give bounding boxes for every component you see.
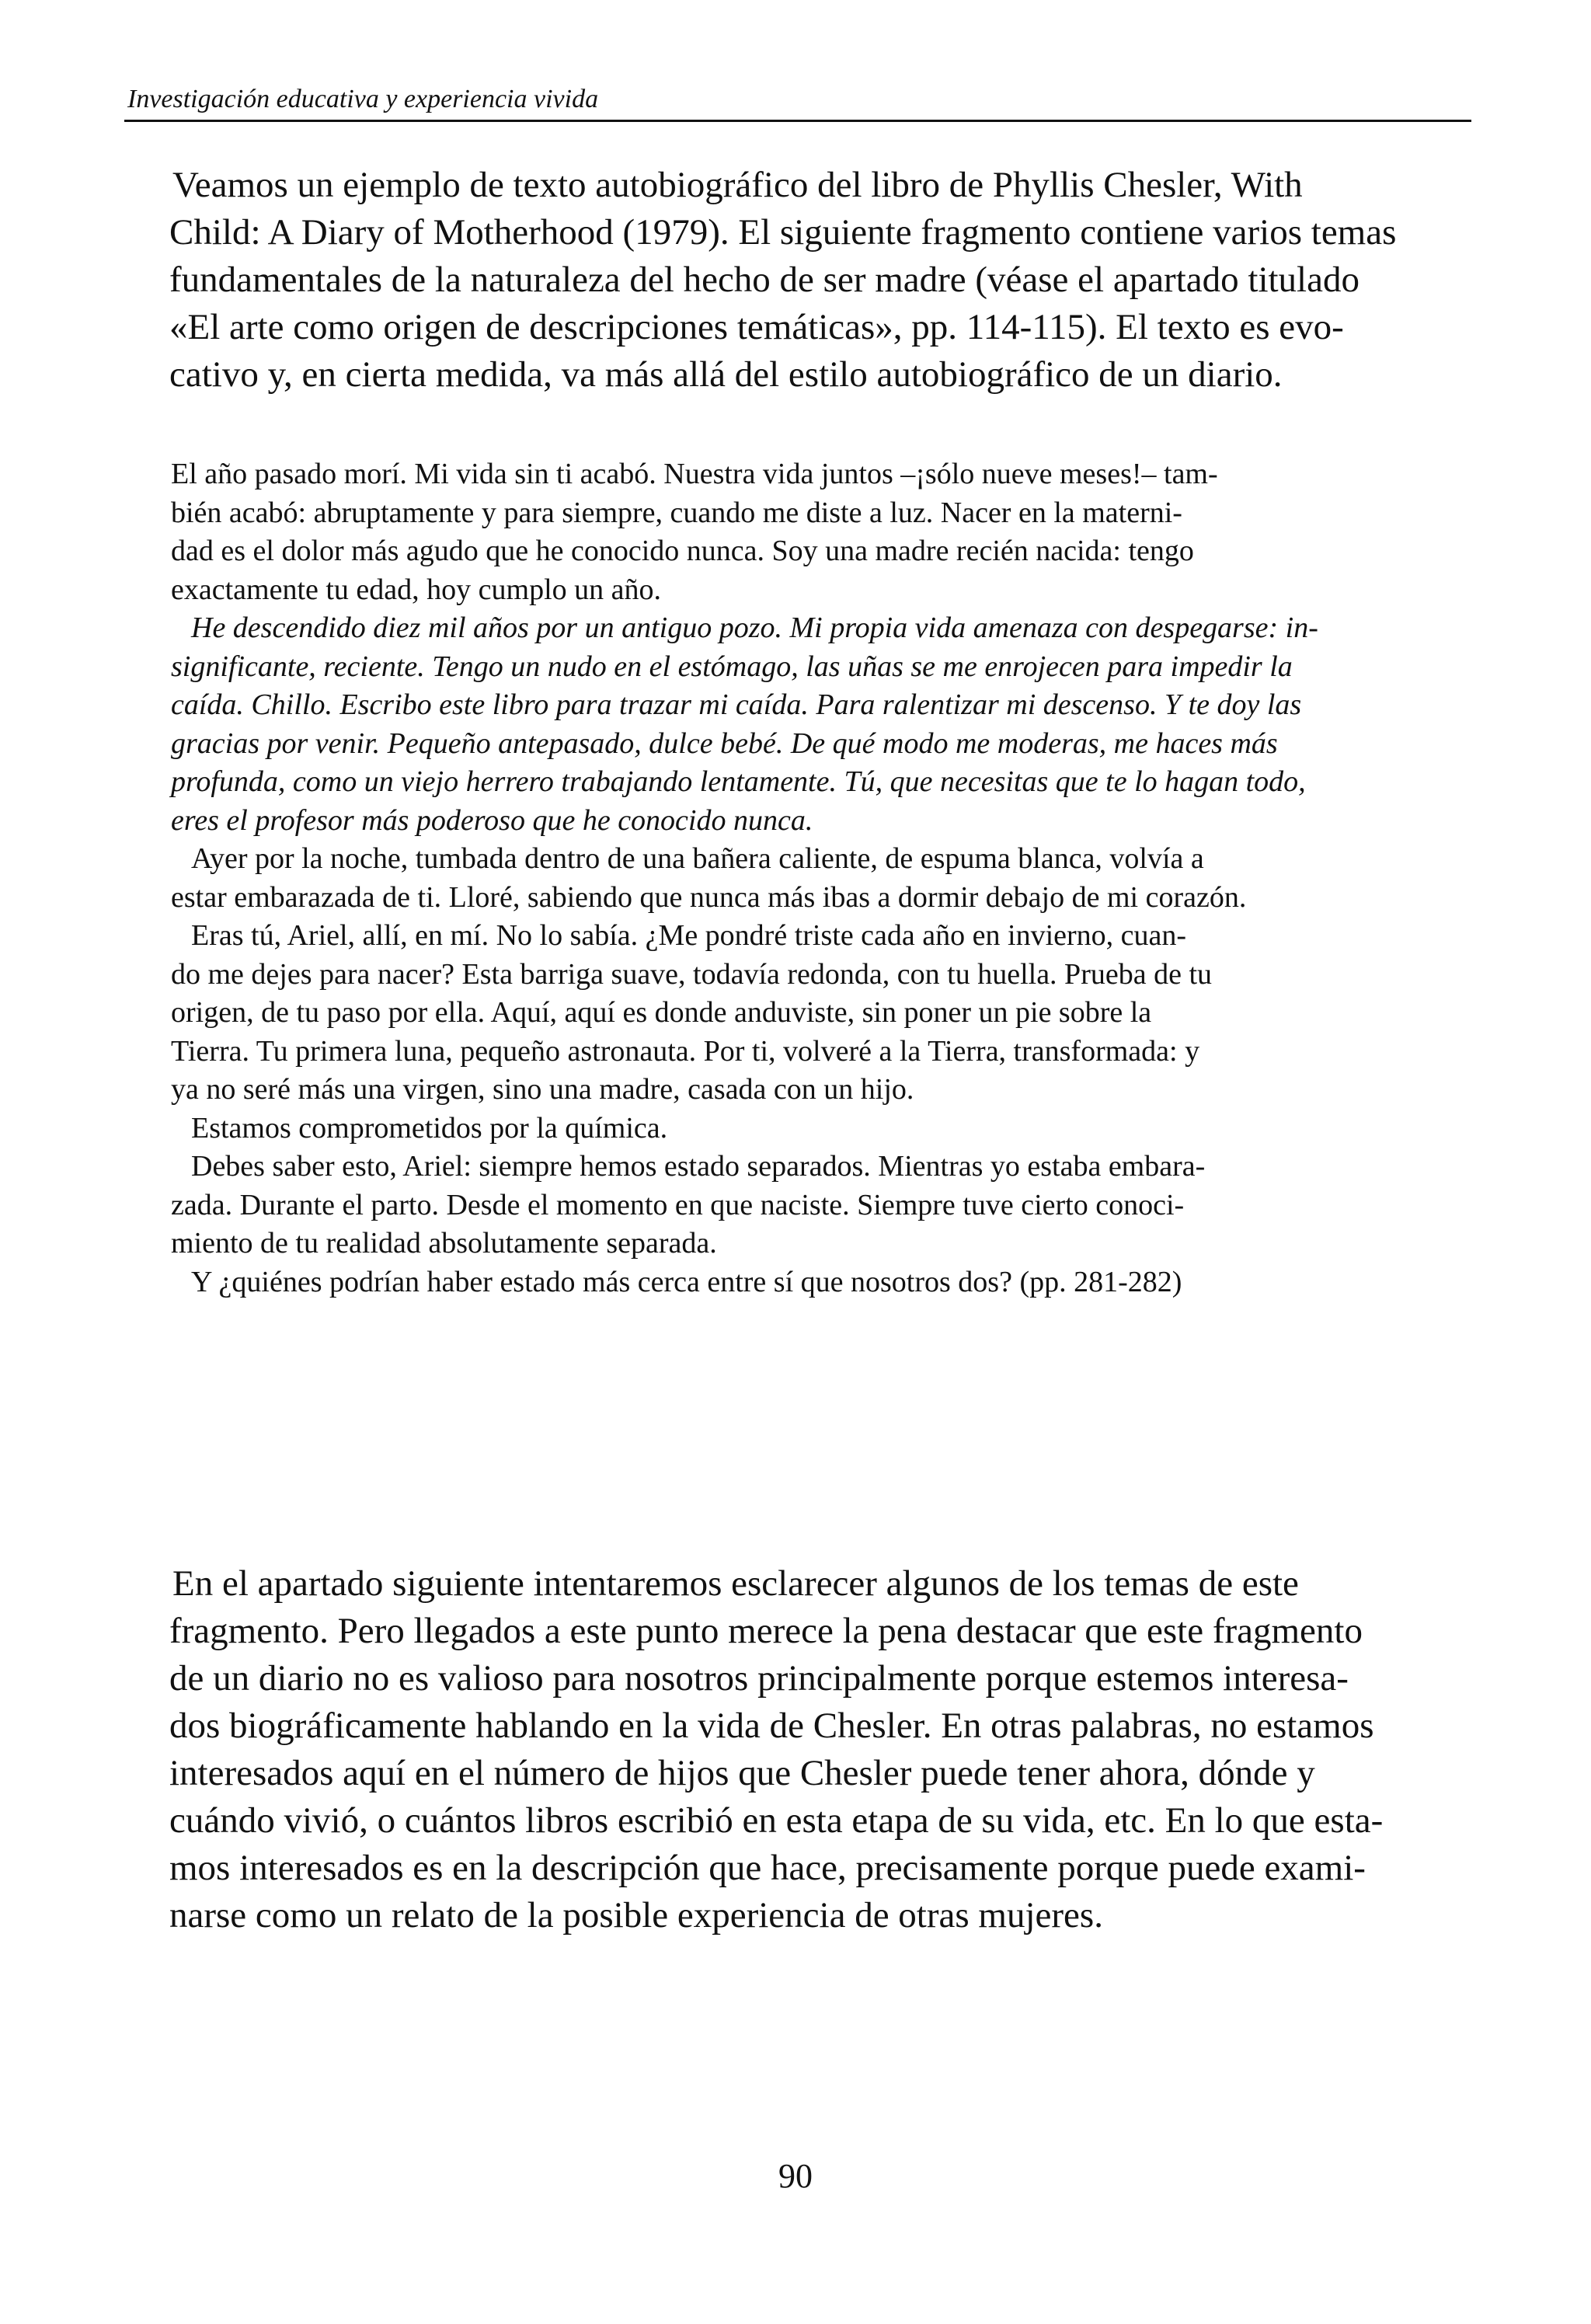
quote-paragraph-1: [171, 455, 1476, 609]
text-line: «El arte como origen de descripciones temáticas», pp. 114-115). El texto es evo-: [169, 307, 1344, 347]
running-head: Investigación educativa y experiencia vivida: [127, 85, 599, 113]
text-line: fundamentales de la naturaleza del hecho de ser madre (véase el apartado titulado: [169, 260, 1359, 300]
quote-paragraph-3: [171, 840, 1476, 917]
quote-line: eres el profesor más poderoso que he conocido nunca.: [171, 803, 813, 837]
text-line: narse como un relato de la posible experiencia de otras mujeres.: [169, 1895, 1103, 1936]
quote-line: miento de tu realidad absolutamente separada.: [171, 1227, 717, 1260]
closing-paragraph: [169, 1560, 1443, 1939]
text-line: cativo y, en cierta medida, va más allá del estilo autobiográfico de un diario.: [169, 354, 1283, 395]
text-line: dos biográficamente hablando en la vida de Chesler. En otras palabras, no estamos: [169, 1706, 1374, 1746]
quote-line: Eras tú, Ariel, allí, en mí. No lo sabía. ¿Me pondré triste cada año en invierno, cuan-: [191, 919, 1187, 952]
quote-line: Estamos comprometidos por la química.: [191, 1111, 668, 1145]
quote-line: bién acabó: abruptamente y para siempre, cuando me diste a luz. Nacer en la materni-: [171, 496, 1182, 529]
quote-line: Tierra. Tu primera luna, pequeño astronauta. Por ti, volveré a la Tierra, transformada: y: [171, 1034, 1200, 1068]
text-line: cuándo vivió, o cuántos libros escribió en esta etapa de su vida, etc. En lo que esta-: [169, 1800, 1384, 1841]
quote-paragraph-5: [171, 1110, 1476, 1148]
quote-line: ya no seré más una virgen, sino una madre, casada con un hijo.: [171, 1073, 914, 1106]
quote-line: He descendido diez mil años por un antiguo pozo. Mi propia vida amenaza con despegarse: in-: [191, 611, 1318, 644]
text-line: Child: A Diary of Motherhood (1979). El siguiente fragmento contiene varios temas: [169, 212, 1397, 253]
quote-line: estar embarazada de ti. Lloré, sabiendo que nunca más ibas a dormir debajo de mi corazón.: [171, 880, 1247, 914]
text-line: de un diario no es valioso para nosotros principalmente porque estemos interesa-: [169, 1658, 1349, 1699]
quote-line: caída. Chillo. Escribo este libro para trazar mi caída. Para ralentizar mi descenso. Y te doy las: [171, 688, 1302, 721]
quote-line: do me dejes para nacer? Esta barriga suave, todavía redonda, con tu huella. Prueba de tu: [171, 957, 1213, 991]
text-line: fragmento. Pero llegados a este punto merece la pena destacar que este fragmento: [169, 1611, 1363, 1651]
header-rule: [124, 120, 1471, 122]
page-number: 90: [778, 2157, 813, 2195]
quote-paragraph-7: [171, 1263, 1476, 1302]
text-line: En el apartado siguiente intentaremos esclarecer algunos de los temas de este: [172, 1563, 1299, 1604]
quote-line: Debes saber esto, Ariel: siempre hemos estado separados. Mientras yo estaba embara-: [191, 1150, 1206, 1183]
quote-paragraph-2: [171, 609, 1476, 840]
quote-line: profunda, como un viejo herrero trabajando lentamente. Tú, que necesitas que te lo hagan todo,: [171, 765, 1306, 798]
quote-line: El año pasado morí. Mi vida sin ti acabó. Nuestra vida juntos –¡sólo nueve meses!– tam-: [171, 458, 1218, 490]
quote-line: gracias por venir. Pequeño antepasado, dulce bebé. De qué modo me moderas, me haces más: [171, 726, 1278, 760]
quote-paragraph-6: [171, 1148, 1476, 1263]
text-line: Veamos un ejemplo de texto autobiográfico del libro de Phyllis Chesler, With: [172, 165, 1303, 205]
quote-line: exactamente tu edad, hoy cumplo un año.: [171, 573, 662, 606]
quote-line: zada. Durante el parto. Desde el momento en que naciste. Siempre tuve cierto conoci-: [171, 1188, 1185, 1221]
quote-line: Ayer por la noche, tumbada dentro de una bañera caliente, de espuma blanca, volvía a: [191, 842, 1204, 875]
text-line: mos interesados es en la descripción que hace, precisamente porque puede exami-: [169, 1848, 1366, 1888]
quote-paragraph-4: [171, 917, 1476, 1110]
quote-line: Y ¿quiénes podrían haber estado más cerca entre sí que nosotros dos? (pp. 281-282): [191, 1265, 1182, 1298]
text-line: interesados aquí en el número de hijos que Chesler puede tener ahora, dónde y: [169, 1753, 1315, 1793]
quote-block: [171, 455, 1476, 1301]
quote-line: origen, de tu paso por ella. Aquí, aquí es donde anduviste, sin poner un pie sobre la: [171, 996, 1152, 1029]
quote-line: significante, reciente. Tengo un nudo en el estómago, las uñas se me enrojecen para impedir la: [171, 650, 1293, 683]
intro-paragraph: [169, 162, 1443, 399]
quote-line: dad es el dolor más agudo que he conocido nunca. Soy una madre recién nacida: tengo: [171, 535, 1194, 567]
